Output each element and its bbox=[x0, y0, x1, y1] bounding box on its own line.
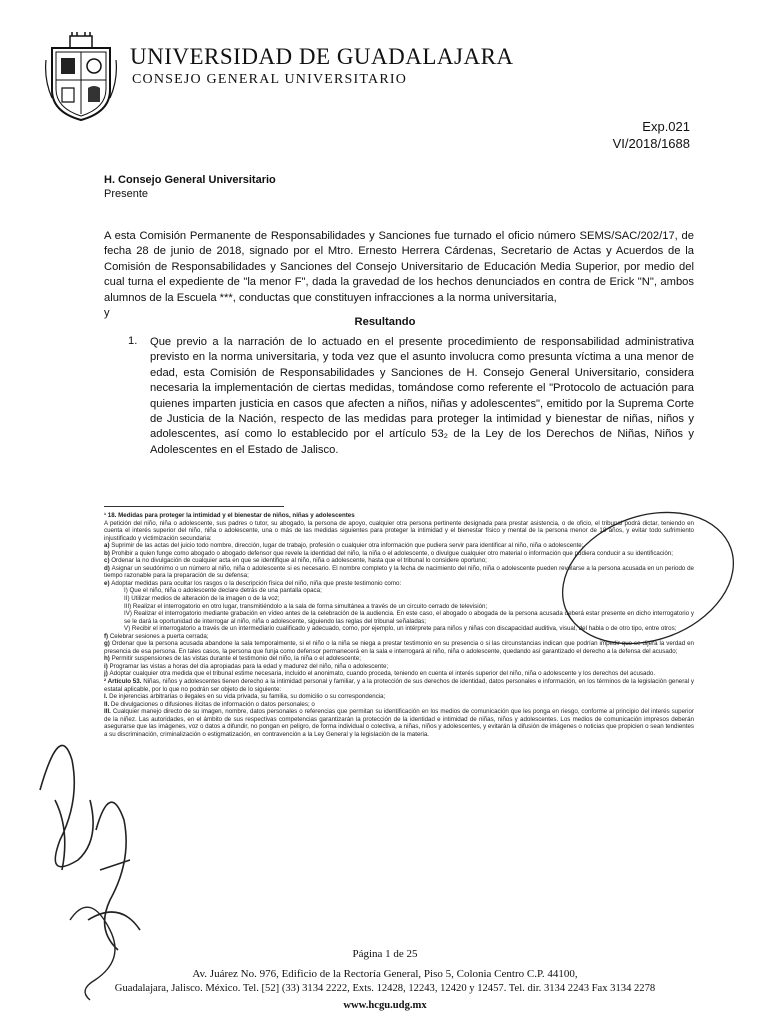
addressee-name: H. Consejo General Universitario bbox=[104, 174, 276, 186]
expedient-line-2: VI/2018/1688 bbox=[612, 136, 690, 151]
footnote-line bbox=[104, 550, 694, 558]
footnote-lead: f) bbox=[104, 632, 110, 640]
footer-website: www.hcgu.udg.mx bbox=[343, 1000, 427, 1011]
footnote-line bbox=[104, 512, 694, 520]
footnote-text: Prohibir a quien funge como abogado o abogado defensor que revele la identidad del niño, la niña o el adolescente, o divulgue cualquier otro material o información que pudiera conducir a su identificación; bbox=[111, 549, 673, 557]
footnote-text: Ordenar que la persona acusada abandone la sala temporalmente, si el niño o la niña se niega a prestar testimonio en su presencia o si las circunstancias indican que podrían impedir que se dijera la verdad en presencia de esa persona. En tales casos, la persona que funja como defensor permanecerá en la sala e interrogará al niño, niña o adolescente, quedando así garantizado el derecho a la defensa del acusado; bbox=[104, 640, 695, 655]
university-seal-logo bbox=[44, 30, 118, 122]
footnote-line bbox=[104, 678, 694, 693]
intro-text: A esta Comisión Permanente de Responsabilidades y Sanciones fue turnado el oficio número SEMS/SAC/202/17, de fecha 28 de junio de 2018, signado por el Mtro. Ernesto Herrera Cárdenas, Secretario de Actas y Acuerdos de la Comisión de Responsabilidades y Sanciones del Consejo Universitario de Educación Media Superior, por medio del cual turna el expediente de "la menor F", dada la gravedad de los hechos denunciados en contra de Erick "N", ambos alumnos de la Escuela ***, conductas que constituyen infracciones a la norma universitaria, bbox=[104, 230, 694, 304]
footnote-text: De injerencias arbitrarias o ilegales en su vida privada, su familia, su domicilio o su correspondencia; bbox=[109, 693, 386, 701]
footnote-text: A petición del niño, niña o adolescente, sus padres o tutor, su abogado, la persona de apoyo, cualquier otra persona pertinente designada para prestar asistencia, o de oficio, el tribunal podrá dictar, teniendo en cuenta el interés superior del niño, niña o adolescente, una o más de las medidas siguientes para proteger la intimidad y el bienestar físico y mental de la persona menor de 18 años, y evitar todo sufrimiento injustificado y victimización secundaria: bbox=[104, 519, 694, 542]
university-name: UNIVERSIDAD DE GUADALAJARA bbox=[130, 44, 514, 69]
footnotes bbox=[104, 512, 694, 738]
footnote-lead: g) bbox=[104, 640, 112, 648]
footnote-lead: II. bbox=[104, 700, 111, 708]
footnote-line bbox=[104, 655, 694, 663]
footnote-line bbox=[104, 595, 694, 603]
footer-address-line-2: Guadalajara, Jalisco. México. Tel. [52] (33) 3134 2222, Exts. 12428, 12243, 12420 y 12457. Tel. dir. 3134 2243 Fax 3134 2278 bbox=[114, 983, 656, 994]
footnote-text: IV) Realizar el interrogatorio mediante grabación en vídeo antes de la celebración de la audiencia. En este caso, el abogado o abogada de la persona acusada deberá estar presente en dicho interrogatorio y se le dará la oportunidad de interrogar al niño, niña o adolescente, siguiendo las reglas del tribunal señaladas; bbox=[124, 610, 694, 625]
footnote-text: Adoptar cualquier otra medida que el tribunal estime necesaria, incluido el anonimato, cuando proceda, teniendo en cuenta el interés superior del niño, niña o adolescente y los derechos del acusado. bbox=[109, 670, 656, 678]
footnote-lead: i) bbox=[104, 662, 110, 670]
footnote-text: II) Utilizar medios de alteración de la imagen o de la voz; bbox=[124, 595, 280, 603]
footnote-text: V) Recibir el interrogatorio a través de un intermediario cualificado y adecuado, como, por ejemplo, un intérprete para niños y niñas con discapacidad auditiva, visual, del habla o de otro tipo, entre otros; bbox=[124, 625, 677, 633]
footnote-line bbox=[104, 610, 694, 625]
footnote-line bbox=[104, 603, 694, 611]
footnote-text: Programar las vistas a horas del día apropiadas para la edad y madurez del niño, niña o adolescente; bbox=[109, 662, 389, 670]
signature-scribble-1 bbox=[40, 745, 93, 870]
footnote-lead: I. bbox=[104, 693, 110, 701]
intro-conjunction: y bbox=[104, 307, 110, 320]
footnote-text: De divulgaciones o difusiones ilícitas de información o datos personales; o bbox=[110, 700, 315, 708]
footnote-text: Celebrar sesiones a puerta cerrada; bbox=[109, 632, 209, 640]
footnote-line bbox=[104, 587, 694, 595]
footnote-lead: III. bbox=[104, 708, 113, 716]
footnote-text: III) Realizar el interrogatorio en otro lugar, transmitiéndolo a la sala de forma simultánea a través de un circuito cerrado de televisión; bbox=[124, 602, 488, 610]
footnote-line bbox=[104, 557, 694, 565]
footnote-lead: d) bbox=[104, 564, 112, 572]
footnote-line bbox=[104, 693, 694, 701]
footnote-text: I) Que el niño, niña o adolescente declare detrás de una pantalla opaca; bbox=[124, 587, 322, 595]
footnote-line bbox=[104, 640, 694, 655]
signature-scribble-2 bbox=[88, 802, 140, 950]
footnote-line bbox=[104, 625, 694, 633]
footnote-line bbox=[104, 708, 694, 738]
footnote-line bbox=[104, 580, 694, 588]
council-name: CONSEJO GENERAL UNIVERSITARIO bbox=[132, 72, 408, 87]
intro-paragraph bbox=[104, 229, 694, 321]
footnote-text: Adoptar medidas para ocultar los rasgos o la descripción física del niño, niña que preste testimonio como: bbox=[111, 579, 402, 587]
addressee-greeting: Presente bbox=[104, 188, 149, 200]
footnote-line bbox=[104, 670, 694, 678]
footnote-text: Asignar un seudónimo o un número al niño, niña o adolescente si es necesario. El nombre completo y la fecha de nacimiento del niño, niña o adolescente pueden revelarse a la persona acusada en un periodo de tiempo razonable para la preparación de su defensa; bbox=[104, 564, 694, 580]
footnote-text: Suprimir de las actas del juicio todo nombre, dirección, lugar de trabajo, profesión o cualquier otra información que pudiera servir para identificar al niño, niña o adolescente; bbox=[111, 542, 584, 550]
footnote-lead: a) bbox=[104, 542, 112, 550]
footnote-text: Cualquier manejo directo de su imagen, nombre, datos personales o referencias que permitan su identificación en los medios de comunicación que les ponga en riesgo, conforme al principio del interés superior de la niñez. Las autoridades, en el ámbito de sus respectivas competencias garantizarán la protección de la identidad e intimidad de niñas, niños y adolescentes. Los medios de comunicación impresos deberán asegurarse que las imágenes, voz o datos a difundir, no pongan en peligro, de forma individual o colectiva, a niñas, niños y adolescentes, y evitarán la difusión de imágenes o noticias que propicien o sean tendientes a su discriminación, criminalización o estigmatización, en contravención a la Ley General y la legislación de la materia. bbox=[104, 708, 694, 738]
footer-address-line-1: Av. Juárez No. 976, Edificio de la Rectoría General, Piso 5, Colonia Centro C.P. 44100, bbox=[192, 968, 578, 980]
page-number: Página 1 de 25 bbox=[352, 948, 418, 960]
footnote-lead: ² Artículo 53. bbox=[104, 678, 144, 686]
footnote-lead: c) bbox=[104, 557, 112, 565]
footnote-lead: j) bbox=[104, 670, 110, 678]
footnote-line bbox=[104, 542, 694, 550]
footnote-lead: h) bbox=[104, 655, 112, 663]
footnote-text: Niñas, niños y adolescentes tienen derecho a la intimidad personal y familiar, y a la protección de sus derechos de identidad, datos personales e información, en los términos de la legislación general y estatal aplicable, por lo que no podrán ser objeto de lo siguiente: bbox=[104, 678, 694, 693]
point-text: Que previo a la narración de lo actuado en el presente procedimiento de responsabilidad administrativa previsto en la norma universitaria, y toda vez que el asunto involucra como presunta víctima a una menor de edad, esta Comisión de Responsabilidades y Sanciones de H. Consejo General Universitario, considera necesaria la implementación de ciertas medidas, tomándose como referente el "Protocolo de actuación para quienes imparten justicia en casos que afecten a niños, niñas y adolescentes", emitido por la Suprema Corte de Justicia de la Nación, respecto de las medidas para proteger la intimidad y bienestar de niñas, niños y adolescentes, así como lo establecido por el artículo 53₂ de la Ley de los Derechos de Niñas, Niños y Adolescentes en el Estado de Jalisco. bbox=[150, 336, 694, 456]
footnote-text: Ordenar la no divulgación de cualquier acta en que se identifique al niño, niña o adolescente, hasta que el tribunal lo considere oportuno; bbox=[111, 557, 487, 565]
footnote-divider bbox=[104, 506, 284, 507]
expedient-number bbox=[613, 118, 690, 152]
point-number: 1. bbox=[128, 335, 138, 347]
footnote-line bbox=[104, 701, 694, 709]
footnote-line bbox=[104, 520, 694, 543]
footnote-line bbox=[104, 663, 694, 671]
expedient-line-1: Exp.021 bbox=[642, 119, 690, 134]
footnote-lead: ¹ 18. Medidas para proteger la intimidad y el bienestar de niños, niñas y adolescentes bbox=[104, 512, 355, 519]
section-heading: Resultando bbox=[354, 316, 416, 328]
footnote-text: Permitir suspensiones de las vistas durante el testimonio del niño, la niña o el adolescente; bbox=[111, 655, 361, 663]
footnote-line bbox=[104, 633, 694, 641]
footnote-lead: e) bbox=[104, 579, 112, 587]
footnote-lead: b) bbox=[104, 549, 112, 557]
addressee bbox=[104, 173, 276, 201]
footnote-line bbox=[104, 565, 694, 580]
